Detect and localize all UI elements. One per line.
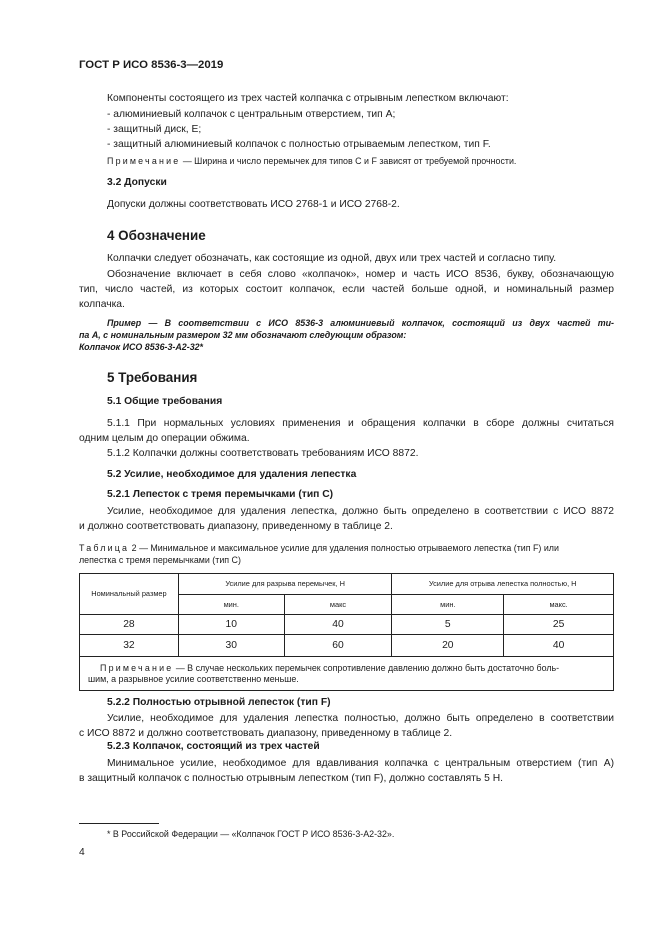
section-3-2-heading: 3.2 Допуски [107, 177, 167, 188]
section-5-1-2: 5.1.2 Колпачки должны соответствовать требованиям ИСО 8872. [107, 448, 419, 459]
section-5-2-1-heading: 5.2.1 Лепесток с тремя перемычками (тип С) [107, 489, 334, 500]
section-4-para2-line1: Обозначение включает в себя слово «колпачок», номер и часть ИСО 8536, букву, обозначающую [107, 269, 614, 280]
section-3-2-text: Допуски должны соответствовать ИСО 2768-1 и ИСО 2768-2. [107, 199, 400, 210]
footnote: * В Российской Федерации — «Колпачок ГОСТ Р ИСО 8536-3-А2-32». [107, 829, 395, 839]
table-head-group2: Усилие для отрыва лепестка полностью, Н [392, 574, 614, 595]
table-cell-min1: 10 [178, 615, 284, 635]
table-subhead-max: макс [284, 595, 392, 615]
example-line2: па А, с номинальным размером 32 мм обозначают следующим образом: [79, 330, 407, 340]
table-cell-min1: 30 [178, 635, 284, 657]
table-cell-size: 28 [80, 615, 179, 635]
table-cell-max1: 40 [284, 615, 392, 635]
document-header: ГОСТ Р ИСО 8536-3—2019 [79, 59, 224, 71]
table-cell-min2: 20 [392, 635, 504, 657]
table-subhead-min: мин. [392, 595, 504, 615]
example-line1: Пример — В соответствии с ИСО 8536-3 алюминиевый колпачок, состоящий из двух частей ти- [107, 318, 614, 328]
table-cell-max2: 25 [504, 615, 614, 635]
page-number: 4 [79, 847, 85, 858]
list-item: - защитный диск, Е; [107, 124, 202, 135]
table-row [80, 615, 614, 635]
table-cell-min2: 5 [392, 615, 504, 635]
note-text: — Ширина и число перемычек для типов С и F зависят от требуемой прочности. [180, 156, 517, 166]
table-cell-size: 32 [80, 635, 179, 657]
table-row [80, 635, 614, 657]
section-4-para2-line2: тип, число частей, из которых состоит колпачок, если частей больше одной, и номинальный размер [79, 284, 614, 295]
table-note [80, 657, 614, 691]
table-note-label: Примечание [100, 662, 174, 673]
section-4-para1: Колпачки следует обозначать, как состоящие из одной, двух или трех частей и согласно типу. [107, 253, 557, 264]
table-subhead-min: мин. [178, 595, 284, 615]
section-5-2-2-line2: с ИСО 8872 и должно соответствовать диапазону, приведенному в таблице 2. [79, 728, 453, 739]
table-caption-text: 2 — Минимальное и максимальное усилие для удаления полностью отрываемого лепестка (тип F) или [129, 543, 559, 553]
section-5-2-3-line1: Минимальное усилие, необходимое для вдавливания колпачка с центральным отверстием (тип А) [107, 758, 614, 769]
table-subhead-max: макс. [504, 595, 614, 615]
section-5-2-heading: 5.2 Усилие, необходимое для удаления лепестка [107, 469, 357, 480]
section-4-para2-line3: колпачка. [79, 299, 125, 310]
table-note-line1: — В случае нескольких перемычек сопротивление давлению должно быть достаточно боль- [173, 662, 560, 673]
section-5-2-3-line2: в защитный колпачок с полностью отрывным лепестком (тип F), должно составлять 5 Н. [79, 773, 503, 784]
section-5-2-2-heading: 5.2.2 Полностью отрывной лепесток (тип F) [107, 697, 331, 708]
note-intro [107, 156, 516, 167]
force-table [79, 573, 614, 691]
section-5-heading: 5 Требования [107, 370, 198, 385]
footnote-divider [79, 823, 159, 824]
section-5-1-heading: 5.1 Общие требования [107, 396, 223, 407]
section-4-heading: 4 Обозначение [107, 228, 206, 243]
example-designation: Колпачок ИСО 8536-3-А2-32* [79, 342, 204, 352]
section-5-2-1-line1: Усилие, необходимое для удаления лепестка, должно быть определено в соответствии с ИСО 8872 [107, 506, 614, 517]
list-item: - защитный алюминиевый колпачок с полностью отрываемым лепестком, тип F. [107, 139, 491, 150]
note-label: Примечание [107, 156, 181, 166]
section-5-2-1-line2: и должно соответствовать диапазону, приведенному в таблице 2. [79, 521, 393, 532]
table-head-nominal: Номинальный размер [80, 574, 179, 615]
table-head-group1: Усилие для разрыва перемычек, Н [178, 574, 392, 595]
table-cell-max2: 40 [504, 635, 614, 657]
list-item: - алюминиевый колпачок с центральным отверстием, тип А; [107, 109, 396, 120]
section-5-2-3-heading: 5.2.3 Колпачок, состоящий из трех частей [107, 741, 320, 752]
table-caption-label: Таблица [79, 543, 130, 553]
section-5-1-1-line1: 5.1.1 При нормальных условиях применения и обращения колпачки в сборе должны считаться [107, 418, 614, 429]
section-5-2-2-line1: Усилие, необходимое для удаления лепестка полностью, должно быть определено в соответствии [107, 713, 614, 724]
table-cell-max1: 60 [284, 635, 392, 657]
components-lead: Компоненты состоящего из трех частей колпачка с отрывным лепестком включают: [107, 93, 509, 104]
section-5-1-1-line2: одним целым до операции обжима. [79, 433, 250, 444]
table-caption [79, 543, 559, 554]
table-note-line2: шим, а разрывное усилие соответственно меньше. [88, 673, 299, 684]
table-caption-line2: лепестка с тремя перемычками (тип С) [79, 555, 241, 565]
